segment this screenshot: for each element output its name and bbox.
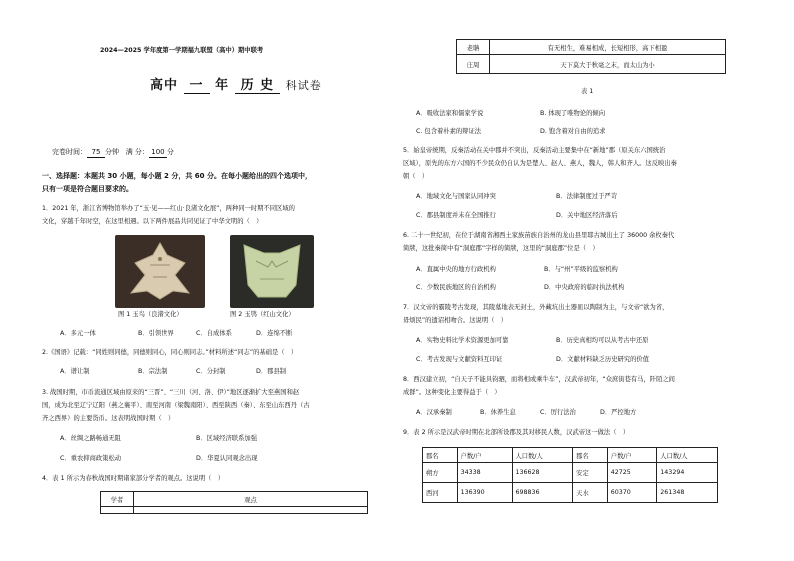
q3-line1: 3. 战国时期，市币流通区域由原来的“三晋”、“三川（河、洛、伊）”地区逐渐扩大至燕国和赵	[42, 389, 300, 396]
subject-prefix: 高中	[150, 78, 179, 93]
q2-option-c[interactable]: C．分封制	[196, 368, 226, 375]
q8-line1: 8．西汉建立初，“自天子不能具钧驷，而将相或乘牛车”，汉武帝初年，“众庶街巷有马，阡陌之间	[403, 376, 675, 383]
score-value: 100	[149, 148, 167, 158]
q1-option-a[interactable]: A．多元一体	[60, 330, 96, 337]
table-header-cell: 人口数/人	[657, 448, 718, 463]
q3-option-c[interactable]: C．重农抑商政策松动	[60, 455, 122, 462]
table-cell: 天水	[573, 483, 608, 503]
q3-option-a[interactable]: A．丝绸之路畅通无阻	[60, 435, 121, 442]
q3-line3: 齐之西界）的主要货币。这表明战国时期（ ）	[42, 415, 175, 422]
q4-option-b[interactable]: B. 体现了唯物论的倾向	[540, 110, 605, 117]
q6-option-d[interactable]: D．中央政府的临时执法机构	[544, 284, 625, 291]
table-cell: 261348	[657, 483, 718, 503]
section-heading-2: 只有一项是符合题目要求的。	[42, 185, 133, 193]
grade-suffix: 年	[215, 78, 230, 93]
table-cell: 西河	[423, 483, 458, 503]
table-cell: 天下莫大于秋毫之末，而太山为小	[490, 55, 726, 74]
q5-line1: 5．始皇帝统期，反秦活动在关中郡并不突出，反秦活动主要集中在“新地”郡（原关东六国统治	[403, 147, 666, 154]
table1-col-view: 观点	[134, 492, 368, 507]
table-cell: 42725	[607, 463, 657, 483]
table-cell: 庄周	[457, 55, 490, 74]
q7-option-c[interactable]: C．考古发现与文献资料互印证	[416, 356, 503, 363]
subject: 历 史	[235, 74, 281, 94]
table1-header	[100, 491, 368, 514]
figure2-caption: 图 2 玉鸮（红山文化）	[230, 311, 295, 318]
q1-option-c[interactable]: C．自成体系	[196, 330, 232, 337]
q8-line2: 成群”。这种变化主要得益于（ ）	[403, 389, 501, 396]
table-row	[457, 55, 726, 74]
q1-line2: 文化，穿越千年时空，在这里相遇。以下两件展品共同见证了中华文明的（ ）	[42, 218, 263, 225]
exam-time-info	[52, 148, 174, 158]
q1-line1: 1．2021 年，浙江省博物馆举办了“玉·见——红山·良渚文化展”，两种同一时期不同区域的	[42, 205, 295, 212]
time-label: 完卷时间：	[52, 148, 87, 156]
q7-option-d[interactable]: D．文献材料缺乏历史研究的价值	[556, 356, 650, 363]
q6-option-b[interactable]: B．与“州”平级的监察机构	[544, 266, 618, 273]
q4-option-d[interactable]: D. 饱含着对自由的追求	[540, 128, 606, 135]
table-header-row	[423, 448, 718, 463]
table-cell: 安定	[573, 463, 608, 483]
q2-option-b[interactable]: B．宗法制	[138, 368, 168, 375]
table-header-cell: 户数/户	[457, 448, 512, 463]
q9-line1: 9．表 2 所示是汉武帝时期在北部所设郡及其对移民人数，汉武帝这一做法（ ）	[403, 429, 630, 436]
table-header-cell: 郡名	[573, 448, 608, 463]
table-cell: 老聃	[457, 40, 490, 55]
q2-option-d[interactable]: D．郡县制	[256, 368, 287, 375]
table-cell: 143294	[657, 463, 718, 483]
q8-option-c[interactable]: C．厉行法治	[540, 409, 576, 416]
table-cell: 698836	[512, 483, 573, 503]
q6-line2: 简牍，这批秦简中有“洞庭郡”字样的简牍，这里的“洞庭郡”位是（ ）	[403, 245, 599, 252]
q7-line1: 7．汉文帝的霸陵考古发现，其陵墓地表无封土，外藏坑出土器皿以陶制为主，与文帝“欲为省，	[403, 304, 669, 311]
q5-line3: 朝（ ）	[403, 173, 429, 180]
figure1-caption: 图 1 玉鸟（良渚文化）	[118, 311, 183, 318]
q5-line2: 区域），原先的东方六国的不少民众仍自认为是楚人、赵人、燕人，魏人，韩人和齐人。这反映出秦	[403, 160, 677, 167]
table2	[422, 447, 718, 503]
q1-option-d[interactable]: D．连绵不断	[256, 330, 293, 337]
subject-title	[150, 74, 322, 94]
q8-option-a[interactable]: A．汉承秦制	[416, 409, 452, 416]
q2-line1: 2.《国语》记载：“同姓则同德，同德则同心，同心则同志。”材料所述“同志”的基础是（ ）	[42, 349, 298, 356]
q8-option-d[interactable]: D．严控地方	[600, 409, 637, 416]
q7-line2: 毋烦民”的遗诏相吻合。这说明（ ）	[403, 317, 508, 324]
grade: 一	[184, 74, 210, 94]
q5-option-c[interactable]: C．郡县制度并未在全国推行	[416, 212, 496, 219]
exam-title: 2024—2025 学年度第一学期福九联盟（高中）期中联考	[100, 47, 264, 54]
q7-option-b[interactable]: B．历史真相均可以从考古中还原	[556, 337, 649, 344]
jade-bird-image	[115, 235, 205, 308]
q3-option-d[interactable]: D．华夏认同观念出现	[196, 455, 258, 462]
jade-owl-image	[230, 235, 314, 308]
q5-option-b[interactable]: B．法律制度过于严苛	[556, 193, 617, 200]
q4-line1: 4．表 1 所示为春秋战国时期诸家部分学者的观点。这说明（ ）	[42, 475, 225, 482]
q5-option-a[interactable]: A．地域文化与国家认同冲突	[416, 193, 496, 200]
table1-col-scholar: 学者	[101, 492, 134, 507]
table-row	[457, 40, 726, 55]
time-value: 75	[87, 148, 105, 158]
table1-caption: 表 1	[581, 88, 594, 95]
q3-option-b[interactable]: B．区域经济联系加强	[196, 435, 257, 442]
q8-option-b[interactable]: B．休养生息	[480, 409, 516, 416]
q6-line1: 6. 二十一世纪初，在位于湖南省湘西土家族苗族自治州的龙山县里耶古城出土了 36000 余枚秦代	[403, 232, 675, 239]
table-cell: 34338	[457, 463, 512, 483]
q5-option-d[interactable]: D．关中地区经济落后	[556, 212, 618, 219]
table-row	[423, 463, 718, 483]
q6-option-a[interactable]: A．直属中央的地方行政机构	[416, 266, 496, 273]
table-cell: 有无相生，难易相成，长短相形，高下相盈	[490, 40, 726, 55]
q7-option-a[interactable]: A．实物史料比学术资源更加可靠	[416, 337, 509, 344]
q4-option-a[interactable]: A．吸收法家和儒家学说	[416, 110, 484, 117]
section-heading: 一、选择题：本题共 30 小题，每小题 2 分，共 60 分。在每小题给出的四个选项中，	[42, 172, 312, 180]
table-header-cell: 郡名	[423, 448, 458, 463]
score-unit: 分	[166, 148, 174, 156]
table-header-cell: 人口数/人	[512, 448, 573, 463]
time-unit: 分钟	[105, 148, 119, 156]
table-cell: 136390	[457, 483, 512, 503]
table-cell: 朔方	[423, 463, 458, 483]
q6-option-c[interactable]: C．少数民族地区的自治机构	[416, 284, 496, 291]
table-cell: 136628	[512, 463, 573, 483]
subject-suffix: 科试卷	[285, 79, 322, 92]
table1-body	[456, 39, 726, 74]
q2-option-a[interactable]: A．谱让制	[60, 368, 90, 375]
q3-line2: 国，成为北至辽宁辽阳（燕之襄平）、南至河南（梁魏南阳）、西至陕西（秦）、东至山东西丹（古	[42, 402, 310, 409]
table-row	[423, 483, 718, 503]
table-header-cell: 户数/户	[607, 448, 657, 463]
table-cell: 60370	[607, 483, 657, 503]
q4-option-c[interactable]: C. 包含着朴素的辩证法	[416, 128, 482, 135]
score-label: 满 分：	[125, 148, 149, 156]
q1-option-b[interactable]: B．引领世界	[138, 330, 174, 337]
